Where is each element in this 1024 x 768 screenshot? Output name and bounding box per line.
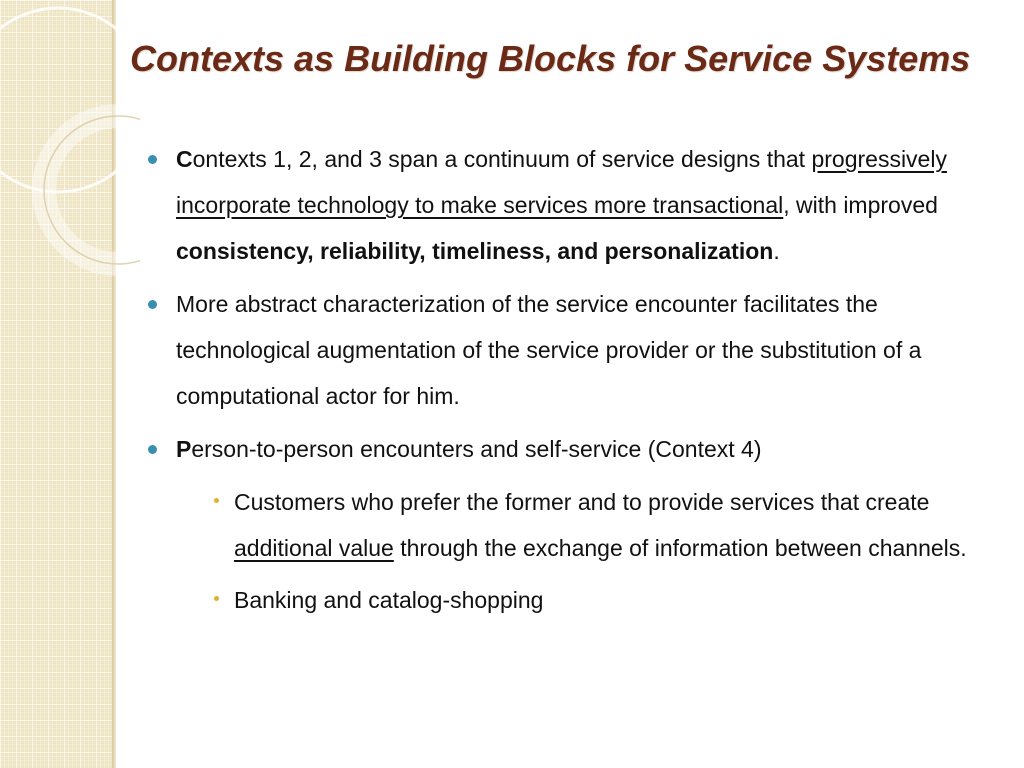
bullet-icon: [148, 300, 157, 309]
sub-bullet-underlined-text: additional value: [234, 535, 394, 561]
sub-bullet-icon: [214, 498, 219, 503]
bullet-icon: [148, 155, 157, 164]
sub-bullet-icon: [214, 596, 219, 601]
bullet-underlined-text: progressively incorporate technology to make services more transactional: [176, 146, 947, 218]
bullet-text: , with improved: [783, 192, 938, 218]
sub-bullet-text: through the exchange of information between channels.: [393, 535, 967, 561]
bullet-lead: P: [176, 436, 192, 462]
sub-bullet-text: Banking and catalog-shopping: [234, 587, 544, 613]
decorative-rings: [0, 0, 140, 300]
bullet-person-to-person: [148, 426, 1008, 472]
sub-bullet-text: Customers who prefer the former and to provide services that create: [234, 489, 930, 515]
bullet-abstract: [148, 281, 1008, 419]
sub-bullet-banking: [148, 577, 1008, 623]
bullet-contexts: [148, 136, 1008, 274]
slide-title: Contexts as Building Blocks for Service Systems: [130, 38, 971, 79]
bullet-lead: C: [176, 146, 193, 172]
bullet-text: More abstract characterization of the service encounter facilitates the technological augmentation of the service provider or the substitution of a computational actor for him.: [176, 291, 922, 409]
bullet-bold-text: consistency, reliability, timeliness, and personalization: [176, 238, 774, 264]
slide-content: [148, 136, 1008, 629]
sub-bullet-customers: [148, 479, 1008, 571]
bullet-text: erson-to-person encounters and self-service (Context 4): [191, 436, 762, 462]
bullet-text: ontexts 1, 2, and 3 span a continuum of service designs that: [192, 146, 812, 172]
bullet-text: .: [773, 238, 780, 264]
bullet-icon: [148, 445, 157, 454]
